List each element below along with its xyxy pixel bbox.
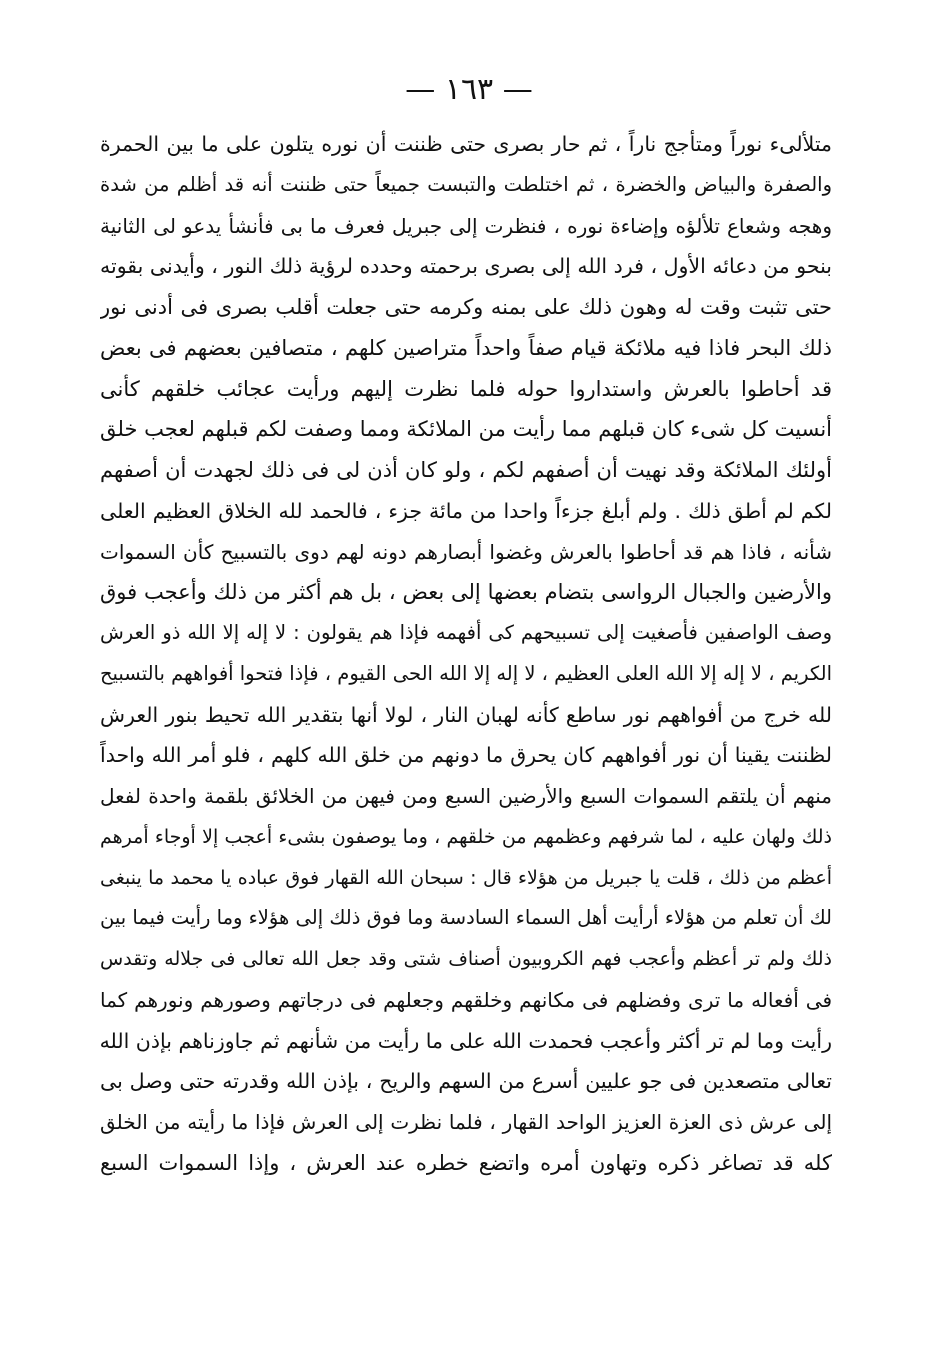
body-text — [100, 124, 832, 1184]
text-line: وهجه وشعاع تلألؤه وإضاءة نوره ، فنظرت إلى جبريل فعرف ما بى فأنشأ يدعو لى الثانية — [100, 213, 832, 238]
text-line: أعظم من ذلك ، قلت يا جبريل من هؤلاء قال : سبحان الله القهار فوق عباده يا محمد ما ينبغى — [100, 866, 832, 889]
text-line: ذلك البحر فاذا فيه ملائكة قيام صفاً واحداً متراصين كلهم ، متصافين بعضهم فى بعض — [100, 335, 832, 360]
text-line: بنحو من دعائه الأول ، فرد الله إلى بصرى برحمته وحدده لرؤية ذلك النور ، وأيدنى بقوته — [100, 254, 832, 279]
text-line: وصف الواصفين فأصغيت إلى تسبيحهم كى أفهمه فإذا هم يقولون : لا إله إلا الله ذو العرش — [100, 621, 832, 644]
text-line: والصفرة والبياض والخضرة ، ثم اختلطت والتبست جميعاً حتى ظننت أنه قد أظلم من شدة — [100, 172, 832, 196]
text-line: كله قد تصاغر ذكره وتهاون أمره واتضع خطره عند العرش ، وإذا السموات السبع — [100, 1150, 832, 1175]
text-line: ذلك ولهان عليه ، لما شرفهم وعظمهم من خلقهم ، وما يوصفون بشىء أعجب إلا أوجاء أمرهم — [100, 825, 832, 848]
text-line: إلى عرش ذى العزة العزيز الواحد القهار ، فلما نظرت إلى العرش فإذا ما رأيته من الخلق — [100, 1110, 832, 1134]
text-line: لكم لم أطق ذلك . ولم أبلغ جزءاً واحدا من مائة جزء ، فالحمد لله الخلاق العظيم العلى — [100, 498, 832, 523]
text-line: أولئك الملائكة وقد نهيت أن أصفهم لكم ، ولو كان أذن لى فى ذلك لجهدت أن أصفهم — [100, 458, 832, 482]
page-number: — ١٦٣ — — [405, 72, 533, 107]
text-line: شأنه ، فاذا هم قد أحاطوا بالعرش وغضوا أبصارهم دونه لهم دوى بالتسبيح كأن السموات — [100, 539, 832, 564]
text-line: لظننت يقينا أن نور أفواههم كان يحرق ما دونهم من خلق الله كلهم ، فلو أمر الله واحداً — [100, 743, 832, 768]
text-line: رأيت وما لم تر أكثر وأعجب فحمدت الله على ما رأيت من شأنهم ثم جاوزناهم بإذن الله — [100, 1028, 832, 1053]
text-line: لله خرج من أفواههم نور ساطع كأنه لهبان النار ، لولا أنها بتقدير الله تحيط بنور العرش — [100, 702, 832, 727]
text-line: لك أن تعلم من هؤلاء أرأيت أهل السماء السادسة وما فوق ذلك إلى هؤلاء وما رأيت فيما بين — [100, 906, 832, 930]
text-line: فى أفعاله ما ترى وفضلهم فى مكانهم وخلقهم وجعلهم فى درجاتهم وصورهم ونورهم كما — [100, 987, 832, 1012]
text-line: أنسيت كل شىء كان قبلهم مما رأيت من الملائكة ومما وصفت لكم قبلهم لعجب خلق — [100, 417, 832, 442]
text-line: حتى تثبت وقت له وهون ذلك على بمنه وكرمه حتى جعلت أقلب بصرى فى أدنى نور — [100, 295, 832, 319]
text-line: منهم أن يلتقم السموات السبع والأرضين السبع ومن فيهن من الخلائق بلقمة واحدة لفعل — [100, 784, 832, 808]
text-line: ذلك ولم تر أعظم وأعجب فهم الكروبيون أصناف شتى وقد جعل الله تعالى فى جلاله وتقدس — [100, 948, 832, 970]
text-line: الكريم ، لا إله إلا الله العلى العظيم ، لا إله إلا الله الحى القيوم ، فإذا فتحوا أفواههم بالتسبيح — [100, 661, 832, 685]
text-line: قد أحاطوا بالعرش واستداروا حوله فلما نظرت إليهم ورأيت عجائب خلقهم كأنى — [100, 376, 832, 401]
text-line: متلألىء نوراً ومتأجج ناراً ، ثم حار بصرى حتى ظننت أن نوره يتلون على ما بين الحمرة — [100, 132, 832, 156]
text-line: والأرضين والجبال الرواسى بتضام بعضها إلى بعض ، بل هم أكثر من ذلك وأعجب فوق — [100, 580, 832, 605]
text-line: تعالى متصعدين فى جو عليين أسرع من السهم والريح ، بإذن الله وقدرته حتى وصل بى — [100, 1069, 832, 1094]
